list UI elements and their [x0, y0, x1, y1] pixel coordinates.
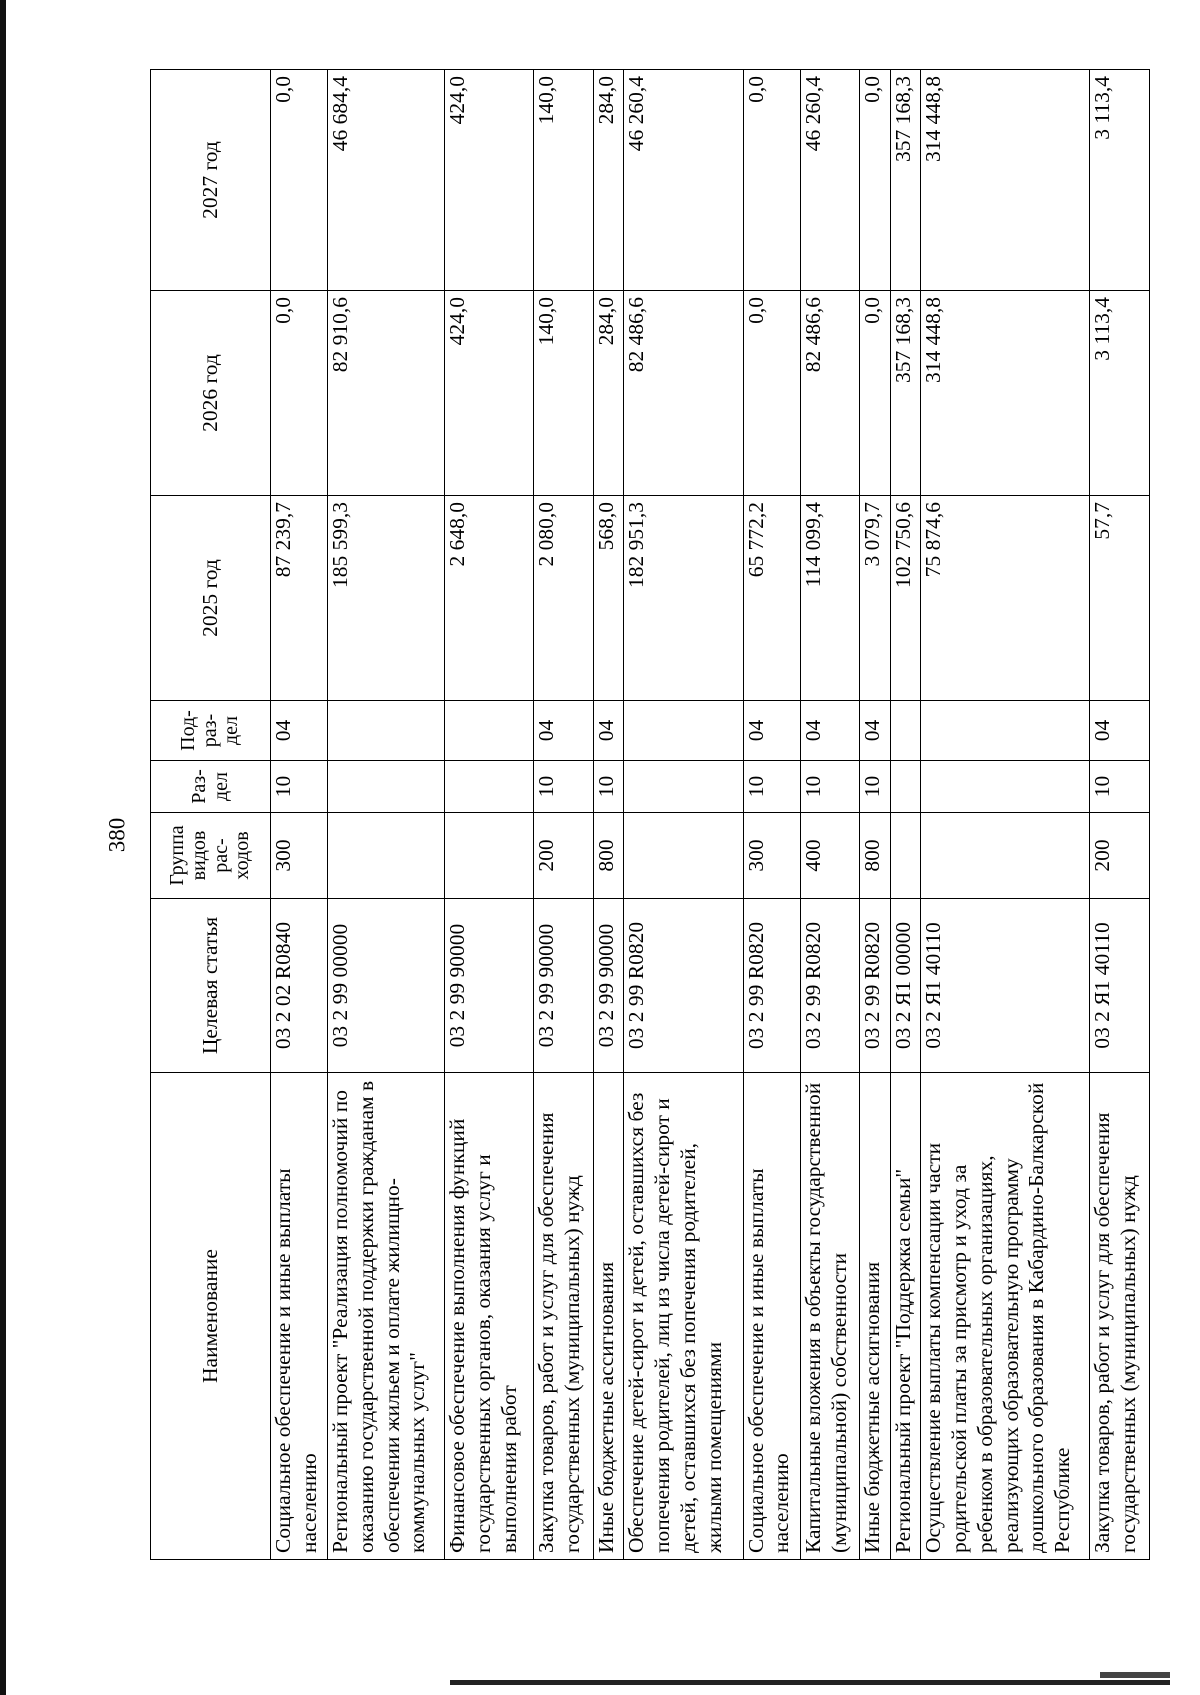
row-2026: 140,0 — [534, 291, 594, 496]
header-target: Целевая статья — [151, 899, 271, 1073]
row-group: 400 — [800, 813, 860, 899]
row-section: 10 — [860, 761, 890, 813]
row-group — [445, 813, 534, 899]
row-2027: 357 168,3 — [890, 70, 920, 291]
row-2025: 87 239,7 — [271, 496, 328, 701]
row-group — [890, 813, 920, 899]
header-section: Раз- дел — [151, 761, 271, 813]
table-row — [800, 70, 860, 1560]
row-2027: 3 113,4 — [1090, 70, 1150, 291]
row-section: 10 — [593, 761, 623, 813]
row-name: Социальное обеспечение и иные выплаты населению — [743, 1073, 800, 1560]
row-2027: 0,0 — [743, 70, 800, 291]
row-subsection: 04 — [800, 701, 860, 761]
row-2027: 314 448,8 — [921, 70, 1090, 291]
row-target: 03 2 99 R0820 — [800, 899, 860, 1073]
row-2026: 0,0 — [743, 291, 800, 496]
row-subsection: 04 — [271, 701, 328, 761]
row-2025: 102 750,6 — [890, 496, 920, 701]
scan-bottom-strip — [450, 1680, 1170, 1685]
row-2027: 424,0 — [445, 70, 534, 291]
row-subsection — [445, 701, 534, 761]
row-2025: 57,7 — [1090, 496, 1150, 701]
row-subsection — [890, 701, 920, 761]
row-2027: 0,0 — [860, 70, 890, 291]
row-group: 800 — [593, 813, 623, 899]
row-section — [328, 761, 445, 813]
table-row — [328, 70, 445, 1560]
scan-bottom-mark — [1100, 1672, 1170, 1678]
row-section: 10 — [800, 761, 860, 813]
row-name: Обеспечение детей-сирот и детей, оставшихся без попечения родителей, лиц из числа детей-сирот и детей, оставшихся без попечения родителей, жилыми помещениями — [624, 1073, 743, 1560]
row-target: 03 2 99 90000 — [593, 899, 623, 1073]
row-2026: 0,0 — [860, 291, 890, 496]
row-group: 300 — [271, 813, 328, 899]
table-row — [593, 70, 623, 1560]
header-row — [151, 70, 271, 1560]
row-name: Социальное обеспечение и иные выплаты населению — [271, 1073, 328, 1560]
row-group: 200 — [1090, 813, 1150, 899]
row-group: 800 — [860, 813, 890, 899]
row-2026: 82 486,6 — [800, 291, 860, 496]
row-2026: 424,0 — [445, 291, 534, 496]
table-row — [890, 70, 920, 1560]
row-2025: 65 772,2 — [743, 496, 800, 701]
row-subsection — [624, 701, 743, 761]
row-subsection: 04 — [743, 701, 800, 761]
table-row — [271, 70, 328, 1560]
row-2027: 46 684,4 — [328, 70, 445, 291]
header-name: Наименование — [151, 1073, 271, 1560]
row-target: 03 2 99 90000 — [534, 899, 594, 1073]
header-group: Группа видов рас- ходов — [151, 813, 271, 899]
row-subsection: 04 — [1090, 701, 1150, 761]
row-name: Иные бюджетные ассигнования — [860, 1073, 890, 1560]
row-section — [445, 761, 534, 813]
row-2027: 0,0 — [271, 70, 328, 291]
row-group — [328, 813, 445, 899]
row-2026: 357 168,3 — [890, 291, 920, 496]
table-row — [743, 70, 800, 1560]
row-name: Региональный проект "Реализация полномочий по оказанию государственной поддержки гражданам в обеспечении жильем и оплате жилищно-коммунальных услуг" — [328, 1073, 445, 1560]
row-target: 03 2 99 90000 — [445, 899, 534, 1073]
row-2025: 114 099,4 — [800, 496, 860, 701]
row-target: 03 2 Я1 00000 — [890, 899, 920, 1073]
row-name: Региональный проект "Поддержка семьи" — [890, 1073, 920, 1560]
row-subsection — [328, 701, 445, 761]
row-name: Закупка товаров, работ и услуг для обеспечения государственных (муниципальных) нужд — [534, 1073, 594, 1560]
row-section: 10 — [743, 761, 800, 813]
row-subsection — [921, 701, 1090, 761]
row-2025: 2 648,0 — [445, 496, 534, 701]
row-target: 03 2 99 R0820 — [860, 899, 890, 1073]
row-2026: 3 113,4 — [1090, 291, 1150, 496]
row-group: 300 — [743, 813, 800, 899]
row-2026: 0,0 — [271, 291, 328, 496]
row-name: Иные бюджетные ассигнования — [593, 1073, 623, 1560]
row-2025: 3 079,7 — [860, 496, 890, 701]
row-section — [890, 761, 920, 813]
row-2027: 46 260,4 — [624, 70, 743, 291]
table-row — [445, 70, 534, 1560]
row-2025: 2 080,0 — [534, 496, 594, 701]
table-row — [921, 70, 1090, 1560]
row-group — [921, 813, 1090, 899]
row-target: 03 2 Я1 40110 — [921, 899, 1090, 1073]
row-2025: 182 951,3 — [624, 496, 743, 701]
row-target: 03 2 02 R0840 — [271, 899, 328, 1073]
row-target: 03 2 Я1 40110 — [1090, 899, 1150, 1073]
rotated-table-container — [150, 70, 1150, 1560]
row-2026: 284,0 — [593, 291, 623, 496]
scan-left-edge — [0, 0, 6, 1695]
row-name: Осуществление выплаты компенсации части родительской платы за присмотр и уход за ребенком в образовательных организациях, реализующих образовательную программу дошкольного образования в Кабардино-Балкарской Республике — [921, 1073, 1090, 1560]
row-2027: 140,0 — [534, 70, 594, 291]
row-section: 10 — [534, 761, 594, 813]
row-section — [921, 761, 1090, 813]
header-2027: 2027 год — [151, 70, 271, 291]
row-target: 03 2 99 R0820 — [624, 899, 743, 1073]
row-group — [624, 813, 743, 899]
row-subsection: 04 — [860, 701, 890, 761]
row-2027: 46 260,4 — [800, 70, 860, 291]
row-subsection: 04 — [534, 701, 594, 761]
row-name: Закупка товаров, работ и услуг для обеспечения государственных (муниципальных) нужд — [1090, 1073, 1150, 1560]
row-2025: 75 874,6 — [921, 496, 1090, 701]
row-2026: 82 910,6 — [328, 291, 445, 496]
row-2026: 82 486,6 — [624, 291, 743, 496]
row-group: 200 — [534, 813, 594, 899]
row-section: 10 — [271, 761, 328, 813]
header-2025: 2025 год — [151, 496, 271, 701]
row-2026: 314 448,8 — [921, 291, 1090, 496]
table-row — [1090, 70, 1150, 1560]
budget-table — [150, 69, 1150, 1560]
row-target: 03 2 99 R0820 — [743, 899, 800, 1073]
row-name: Капитальные вложения в объекты государственной (муниципальной) собственности — [800, 1073, 860, 1560]
row-subsection: 04 — [593, 701, 623, 761]
table-row — [624, 70, 743, 1560]
row-name: Финансовое обеспечение выполнения функций государственных органов, оказания услуг и выполнения работ — [445, 1073, 534, 1560]
row-2025: 185 599,3 — [328, 496, 445, 701]
row-target: 03 2 99 00000 — [328, 899, 445, 1073]
row-2027: 284,0 — [593, 70, 623, 291]
row-section: 10 — [1090, 761, 1150, 813]
row-section — [624, 761, 743, 813]
row-2025: 568,0 — [593, 496, 623, 701]
page-number: 380 — [104, 817, 130, 853]
header-2026: 2026 год — [151, 291, 271, 496]
table-row — [860, 70, 890, 1560]
header-subsection: Под- раз- дел — [151, 701, 271, 761]
table-row — [534, 70, 594, 1560]
